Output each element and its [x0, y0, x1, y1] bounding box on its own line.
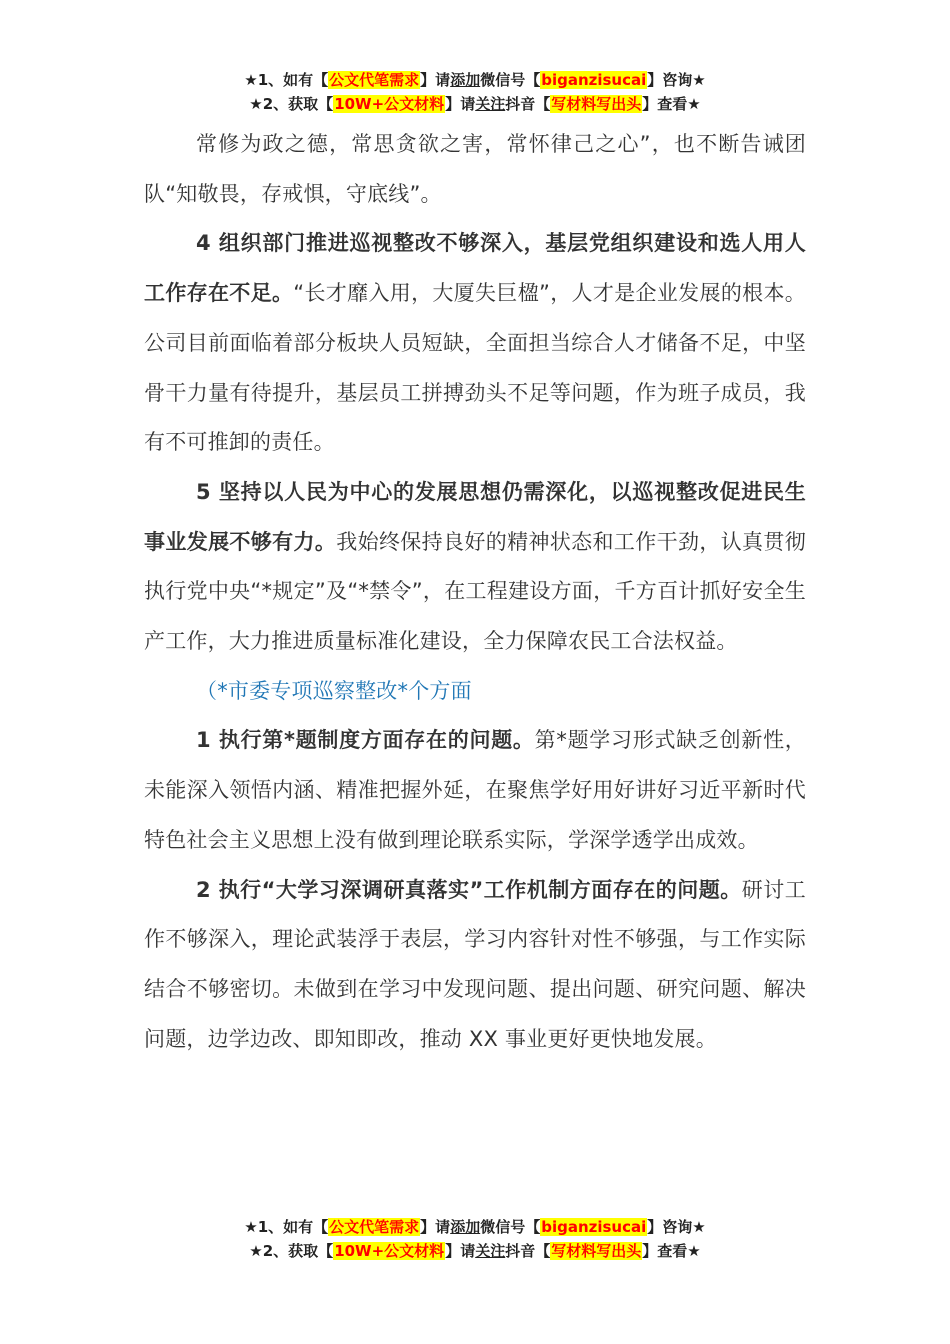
highlight-materials: 10W+公文材料: [334, 1242, 445, 1260]
banner-line-1: ★1、如有【公文代笔需求】请添加微信号【biganzisucai】咨询★: [244, 71, 706, 89]
highlight-service: 公文代笔需求: [329, 71, 420, 89]
paragraph-item-1: [144, 716, 806, 865]
top-banner: [0, 68, 950, 116]
paragraph-item-2: [144, 866, 806, 1065]
bottom-banner: [0, 1215, 950, 1263]
item-5-title: 5 坚持以人民为中心的发展思想仍需深化，以巡视整改促进民生事业发展不够有力。: [144, 479, 806, 554]
item-1-title: 1 执行第*题制度方面存在的问题。: [196, 728, 535, 753]
banner-line-1: ★1、如有【公文代笔需求】请添加微信号【biganzisucai】咨询★: [244, 1218, 706, 1236]
highlight-wechat-id: biganzisucai: [541, 1218, 647, 1236]
section-heading: （*市委专项巡察整改*个方面: [196, 678, 472, 703]
document-body: [144, 120, 806, 1064]
banner-line-2: ★2、获取【10W+公文材料】请关注抖音【写材料写出头】查看★: [249, 95, 701, 113]
highlight-wechat-id: biganzisucai: [541, 71, 647, 89]
highlight-douyin-id: 写材料写出头: [551, 95, 642, 113]
item-4-title: 4 组织部门推进巡视整改不够深入，基层党组织建设和选人用人工作存在不足。: [144, 231, 806, 306]
paragraph-continuation: 常修为政之德，常思贪欲之害，常怀律己之心”，也不断告诫团队“知敬畏，存戒惧，守底线”。: [144, 132, 806, 206]
item-5-text: 我始终保持良好的精神状态和工作干劲，认真贯彻执行党中央“*规定”及“*禁令”，在工程建设方面，千方百计抓好安全生产工作，大力推进质量标准化建设，全力保障农民工合法权益。: [144, 529, 806, 654]
highlight-douyin-id: 写材料写出头: [551, 1242, 642, 1260]
paragraph-item-5: [144, 468, 806, 667]
item-4-text: “长才靡入用，大厦失巨楹”，人才是企业发展的根本。公司目前面临着部分板块人员短缺，全面担当综合人才储备不足，中坚骨干力量有待提升，基层员工拼搏劲头不足等问题，作为班子成员，我有不可推卸的责任。: [144, 281, 806, 455]
highlight-service: 公文代笔需求: [329, 1218, 420, 1236]
highlight-materials: 10W+公文材料: [334, 95, 445, 113]
item-2-title: 2 执行“大学习深调研真落实”工作机制方面存在的问题。: [196, 877, 742, 902]
banner-line-2: ★2、获取【10W+公文材料】请关注抖音【写材料写出头】查看★: [249, 1242, 701, 1260]
item-1-text: 第*题学习形式缺乏创新性，未能深入领悟内涵、精准把握外延，在聚焦学好用好讲好习近平新时代特色社会主义思想上没有做到理论联系实际，学深学透学出成效。: [144, 728, 806, 852]
paragraph-item-4: [144, 219, 806, 468]
item-2-text: 研讨工作不够深入，理论武装浮于表层，学习内容针对性不够强，与工作实际结合不够密切。未做到在学习中发现问题、提出问题、研究问题、解决问题，边学边改、即知即改，推动 XX 事业更好更快地发展。: [144, 877, 806, 1051]
